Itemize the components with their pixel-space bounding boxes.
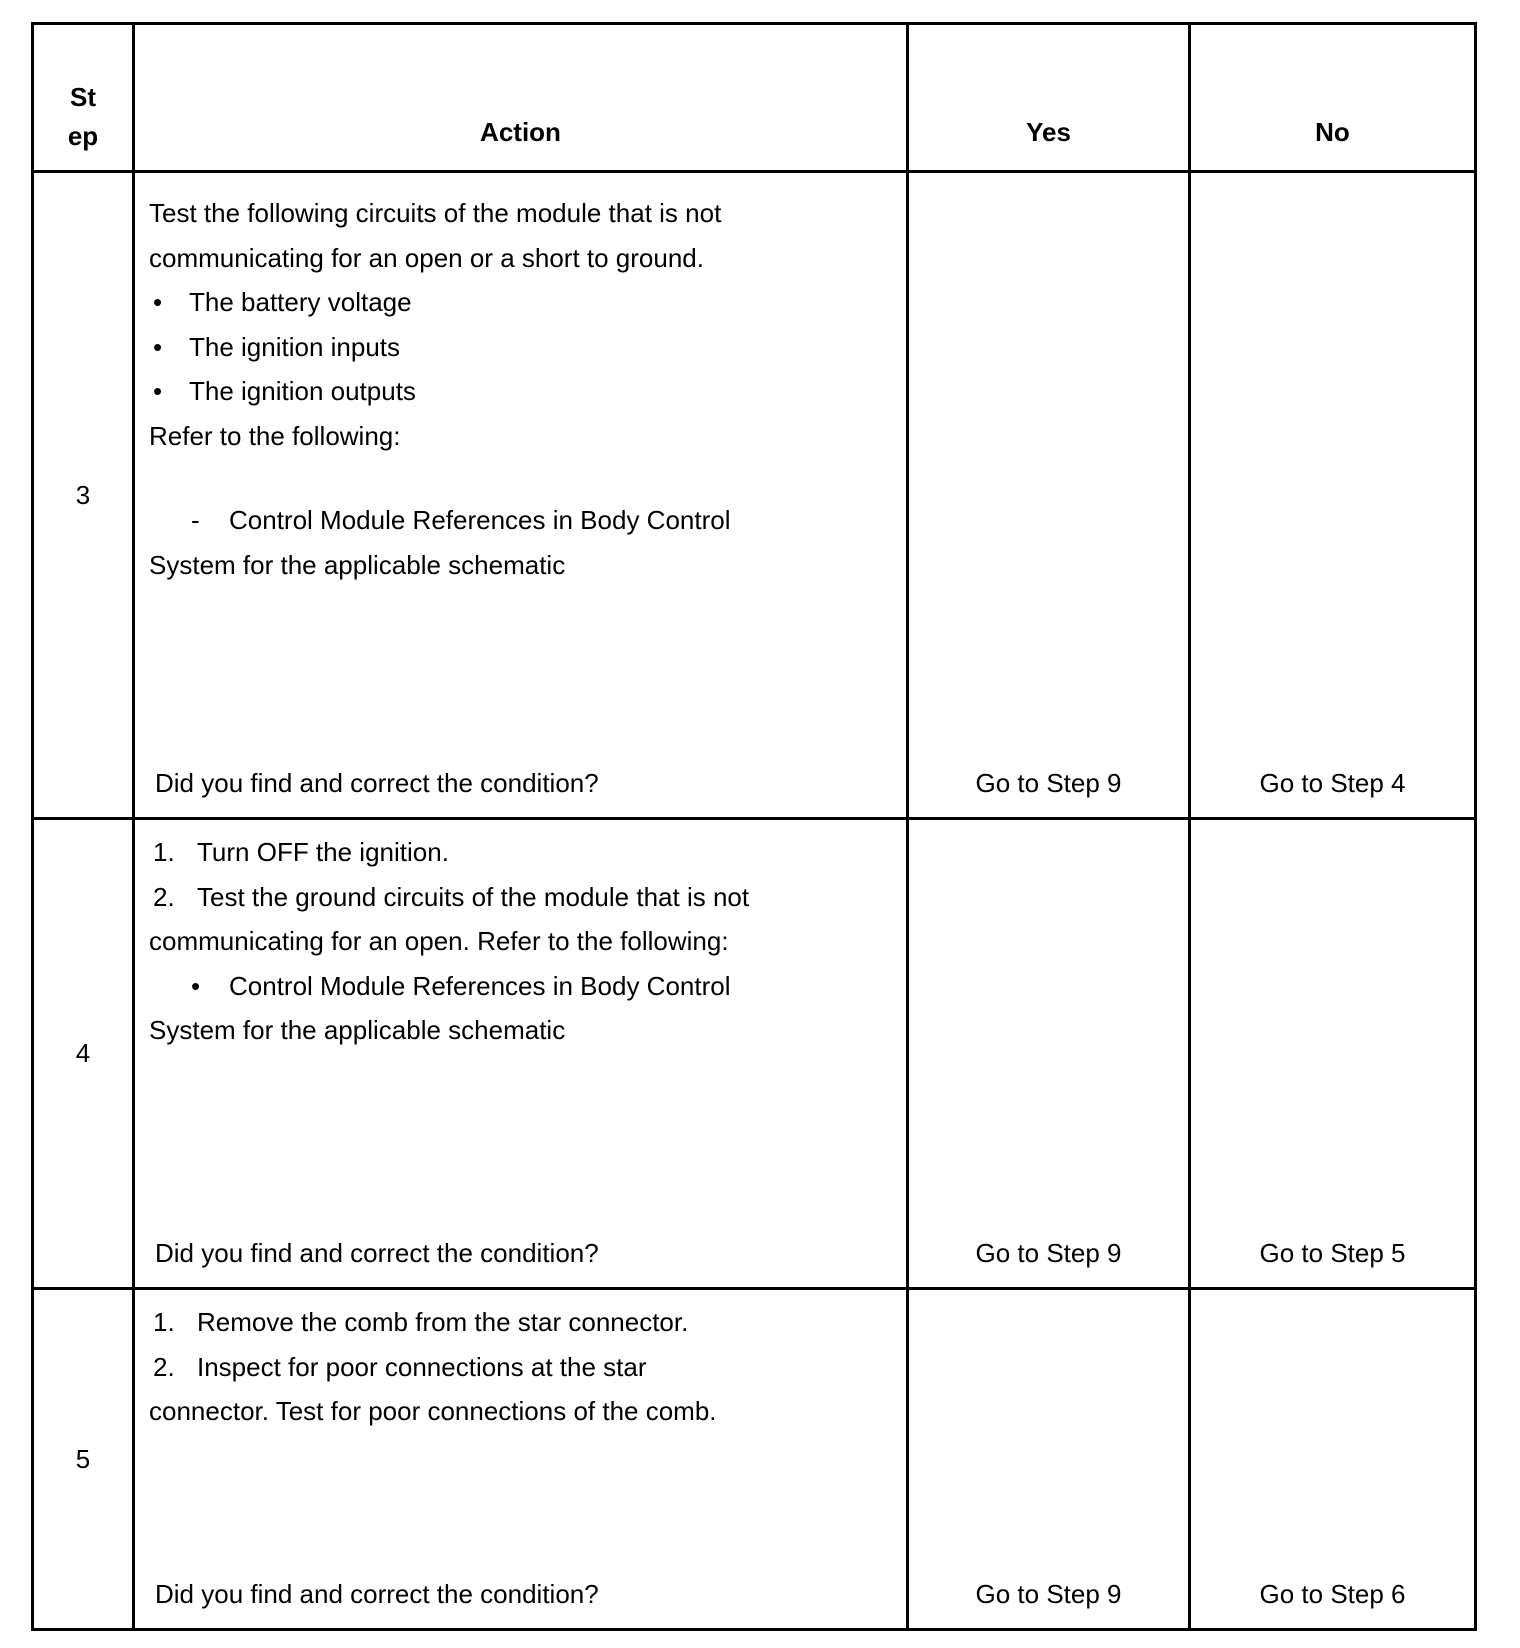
- yes-result: Go to Step 9: [975, 768, 1122, 798]
- action-text: [149, 191, 896, 587]
- header-yes: Yes: [908, 24, 1190, 172]
- header-step-line1: St: [70, 82, 96, 112]
- item-continuation: connector. Test for poor connections of the comb.: [149, 1396, 717, 1426]
- numbered-item: [149, 1300, 896, 1345]
- bullet-marker: •: [153, 331, 163, 362]
- action-cell: [134, 819, 908, 1289]
- bullet-marker: •: [153, 376, 163, 406]
- numbered-item: [149, 830, 896, 875]
- no-cell: [1190, 172, 1476, 819]
- table-row-step-4: [33, 819, 1476, 1289]
- bullet-item: [149, 325, 896, 370]
- bullet-marker: •: [191, 970, 201, 1001]
- sub-item-text: Control Module References in Body Control: [229, 970, 731, 1001]
- action-text: [149, 1300, 896, 1434]
- item-number: 2.: [153, 881, 175, 912]
- header-no: No: [1190, 24, 1476, 172]
- step-number: 4: [33, 819, 134, 1289]
- item-text: Test the ground circuits of the module that is not: [197, 881, 750, 912]
- table-row-step-3: [33, 172, 1476, 819]
- numbered-item: [149, 875, 896, 920]
- diagnostic-table: [31, 22, 1477, 1631]
- action-line: communicating for an open or a short to ground.: [149, 242, 704, 273]
- sub-item: [149, 964, 896, 1009]
- no-result: Go to Step 4: [1259, 768, 1406, 798]
- bullet-text: The ignition outputs: [189, 376, 416, 406]
- action-line: Test the following circuits of the module that is not: [149, 198, 722, 228]
- refer-text: Refer to the following:: [149, 420, 401, 451]
- yes-cell: [908, 1289, 1190, 1630]
- step-number: 3: [33, 172, 134, 819]
- action-text: [149, 830, 896, 1053]
- yes-cell: [908, 172, 1190, 819]
- item-text: Turn OFF the ignition.: [197, 837, 449, 867]
- sub-item-text: Control Module References in Body Control: [229, 505, 731, 535]
- item-text: Inspect for poor connections at the star: [197, 1351, 647, 1382]
- header-action: Action: [134, 24, 908, 172]
- no-cell: [1190, 819, 1476, 1289]
- no-cell: [1190, 1289, 1476, 1630]
- no-result: Go to Step 6: [1259, 1579, 1406, 1609]
- bullet-marker: •: [153, 287, 163, 317]
- question-text: Did you find and correct the condition?: [155, 1238, 599, 1268]
- item-number: 1.: [153, 837, 175, 867]
- question-text: Did you find and correct the condition?: [155, 768, 599, 798]
- table-row-step-5: [33, 1289, 1476, 1630]
- item-text: Remove the comb from the star connector.: [197, 1307, 689, 1337]
- bullet-item: [149, 280, 896, 325]
- dash-marker: -: [191, 505, 200, 535]
- header-step-line2: ep: [67, 121, 99, 151]
- table-header-row: [33, 24, 1476, 172]
- item-continuation: communicating for an open. Refer to the following:: [149, 926, 729, 956]
- question-text: Did you find and correct the condition?: [155, 1579, 599, 1609]
- sub-item-continuation: System for the applicable schematic: [149, 1015, 566, 1045]
- yes-cell: [908, 819, 1190, 1289]
- action-cell: [134, 172, 908, 819]
- no-result: Go to Step 5: [1259, 1238, 1406, 1268]
- yes-result: Go to Step 9: [975, 1579, 1122, 1609]
- sub-item-continuation: System for the applicable schematic: [149, 549, 566, 580]
- step-number: 5: [33, 1289, 134, 1630]
- sub-item: [149, 498, 896, 543]
- yes-result: Go to Step 9: [975, 1238, 1122, 1268]
- action-cell: [134, 1289, 908, 1630]
- item-number: 2.: [153, 1351, 175, 1382]
- header-step: [33, 24, 134, 172]
- bullet-text: The battery voltage: [189, 287, 412, 317]
- numbered-item: [149, 1345, 896, 1390]
- diagnostic-table-frame: [31, 22, 1474, 1628]
- item-number: 1.: [153, 1307, 175, 1337]
- bullet-text: The ignition inputs: [189, 331, 401, 362]
- bullet-item: [149, 369, 896, 414]
